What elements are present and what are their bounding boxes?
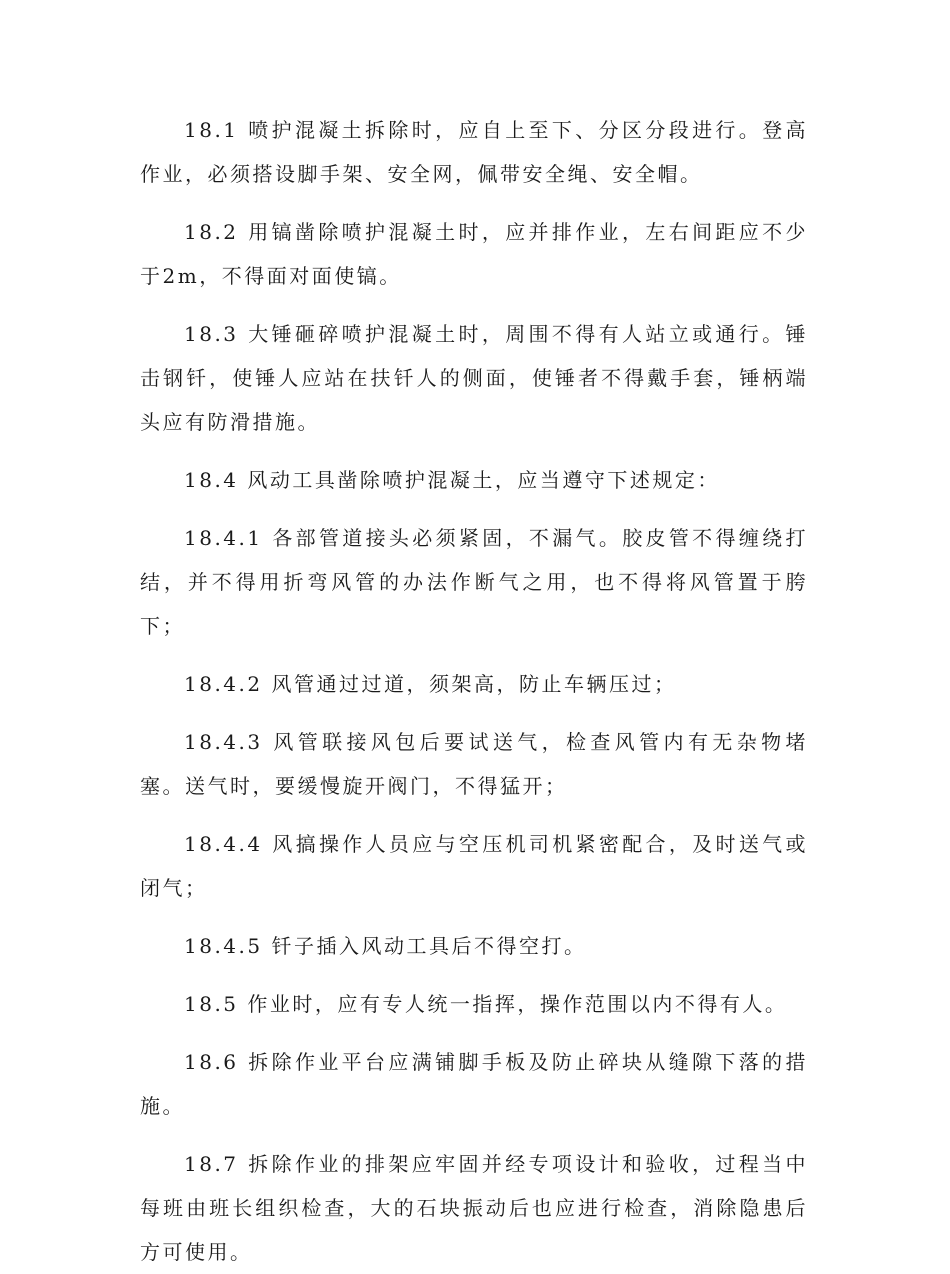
paragraph-18-4-5: 18.4.5 钎子插入风动工具后不得空打。 xyxy=(184,934,587,958)
paragraph-18-2: 18.2 用镐凿除喷护混凝土时，应并排作业，左右间距应不少于2m，不得面对面使镐。 xyxy=(140,220,808,288)
document-body xyxy=(140,108,808,1274)
paragraph-18-4-1: 18.4.1 各部管道接头必须紧固，不漏气。胶皮管不得缠绕打结，并不得用折弯风管的办法作断气之用，也不得将风管置于胯下； xyxy=(140,526,808,638)
paragraph-18-3: 18.3 大锤砸碎喷护混凝土时，周围不得有人站立或通行。锤击钢钎，使锤人应站在扶钎人的侧面，使锤者不得戴手套，锤柄端头应有防滑措施。 xyxy=(140,322,808,434)
paragraph-18-5: 18.5 作业时，应有专人统一指挥，操作范围以内不得有人。 xyxy=(184,992,788,1016)
paragraph-18-4-3: 18.4.3 风管联接风包后要试送气，检查风管内有无杂物堵塞。送气时，要缓慢旋开阀门，不得猛开； xyxy=(140,730,808,798)
paragraph-18-4-2: 18.4.2 风管通过过道，须架高，防止车辆压过； xyxy=(184,672,677,696)
paragraph-18-7: 18.7 拆除作业的排架应牢固并经专项设计和验收，过程当中每班由班长组织检查，大的石块振动后也应进行检查，消除隐患后方可使用。 xyxy=(140,1152,808,1264)
paragraph-18-1: 18.1 喷护混凝土拆除时，应自上至下、分区分段进行。登高作业，必须搭设脚手架、安全网，佩带安全绳、安全帽。 xyxy=(140,118,808,186)
paragraph-18-4: 18.4 风动工具凿除喷护混凝土，应当遵守下述规定： xyxy=(184,468,720,492)
paragraph-18-6: 18.6 拆除作业平台应满铺脚手板及防止碎块从缝隙下落的措施。 xyxy=(140,1050,808,1118)
paragraph-18-4-4: 18.4.4 风搞操作人员应与空压机司机紧密配合，及时送气或闭气； xyxy=(140,832,808,900)
